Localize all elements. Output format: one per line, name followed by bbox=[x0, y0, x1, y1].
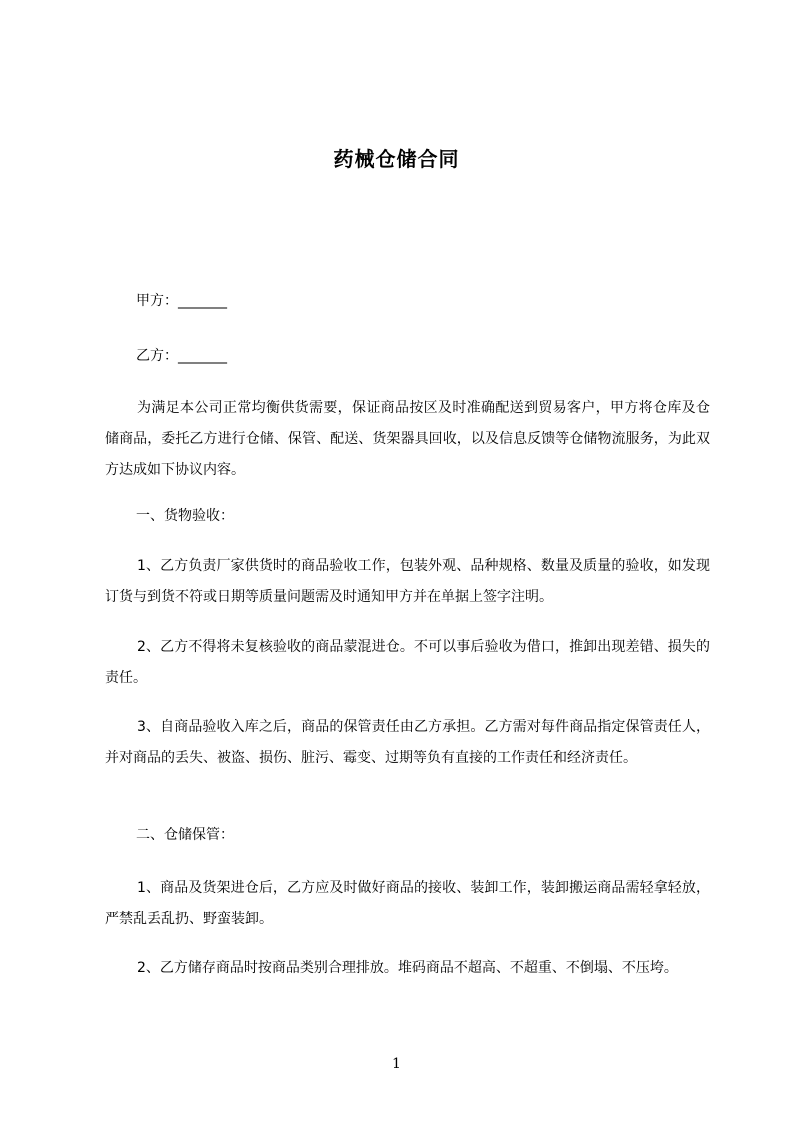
intro-paragraph: 为满足本公司正常均衡供货需要，保证商品按区及时准确配送到贸易客户，甲方将仓库及仓储商品，委托乙方进行仓储、保管、配送、货架器具回收，以及信息反馈等仓储物流服务，为此双方达成如下协议内容。 bbox=[105, 400, 710, 478]
clause-1-2: 2、乙方不得将未复核验收的商品蒙混进仓。不可以事后验收为借口，推卸出现差错、损失的责任。 bbox=[105, 639, 710, 686]
document-title: 药械仓储合同 bbox=[333, 147, 460, 171]
clause-2-2: 2、乙方储存商品时按商品类别合理排放。堆码商品不超高、不超重、不倒塌、不压垮。 bbox=[137, 960, 678, 976]
section-heading-1: 一、货物验收： bbox=[136, 508, 234, 524]
clause-1-1: 1、乙方负责厂家供货时的商品验收工作，包装外观、品种规格、数量及质量的验收，如发现订货与到货不符或日期等质量问题需及时通知甲方并在单据上签字注明。 bbox=[105, 558, 710, 605]
section-heading-2: 二、仓储保管： bbox=[136, 827, 234, 843]
party-b-line: 乙方：_______ bbox=[136, 348, 227, 364]
clause-1-3: 3、自商品验收入库之后，商品的保管责任由乙方承担。乙方需对每件商品指定保管责任人，并对商品的丢失、被盗、损伤、脏污、霉变、过期等负有直接的工作责任和经济责任。 bbox=[105, 719, 710, 766]
page-number: 1 bbox=[392, 1056, 401, 1072]
party-a-line: 甲方：_______ bbox=[136, 293, 227, 309]
clause-2-1: 1、商品及货架进仓后，乙方应及时做好商品的接收、装卸工作，装卸搬运商品需轻拿轻放，严禁乱丢乱扔、野蛮装卸。 bbox=[105, 880, 710, 927]
